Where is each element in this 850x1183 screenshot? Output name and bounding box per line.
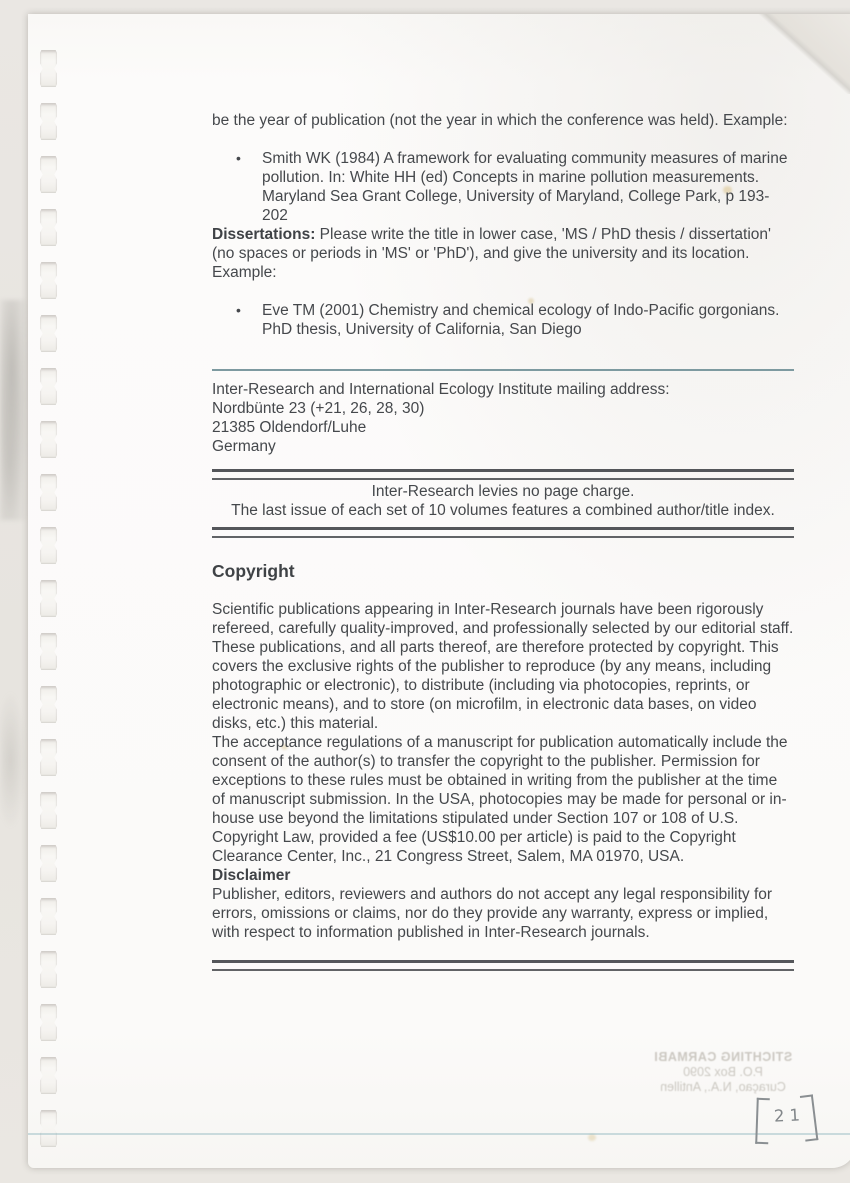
double-divider-rule [212,527,794,538]
binding-hole [40,474,57,511]
dissertation-example-item [212,301,794,339]
reference-example-text: Smith WK (1984) A framework for evaluating community measures of marine pollution. In: White HH (ed) Concepts in marine pollution measurements. Maryland Sea Grant College, University of Maryland, College Park, p 193-202 [262,150,788,224]
address-line: Inter-Research and International Ecology Institute mailing address: [212,381,670,398]
binding-hole [40,262,57,299]
copyright-paragraph-2: The acceptance regulations of a manuscript for publication automatically include the consent of the author(s) to transfer the copyright to the publisher. Permission for exceptions to these rules must be obtained in writing from the publisher at the time of manuscript submission. In the USA, photocopies may be made for personal or in-house use beyond the limitations stipulated under Section 107 or 108 of U.S. Copyright Law, provided a fee (US$10.00 per article) is paid to the Copyright Clearance Center, Inc., 21 Congress Street, Salem, MA 01970, USA. [212,734,788,865]
dissertation-example-text: Eve TM (2001) Chemistry and chemical ecology of Indo-Pacific gorgonians. PhD thesis, University of California, San Diego [262,302,780,338]
dissertations-paragraph [212,225,794,282]
binding-hole [40,527,57,564]
binding-hole [40,792,57,829]
bullet-icon: • [236,302,241,318]
copyright-heading: Copyright [212,561,295,581]
bleedthrough-text [628,1050,818,1095]
binding-hole [40,845,57,882]
double-divider-rule [212,960,794,971]
bleedthrough-line: P.O. Box 2090 [683,1065,763,1079]
corner-fold [756,14,850,94]
binding-hole [40,209,57,246]
binding-hole [40,1057,57,1094]
page-charge-notice [212,482,794,520]
double-divider-rule [212,469,794,480]
binding-hole [40,739,57,776]
intro-paragraph: be the year of publication (not the year in which the conference was held). Example: [212,112,788,129]
thin-divider-rule [212,369,794,371]
address-line: 21385 Oldendorf/Luhe [212,419,367,436]
binding-hole [40,633,57,670]
address-line: Nordbünte 23 (+21, 26, 28, 30) [212,400,425,417]
right-bracket-stroke [800,1094,819,1141]
left-bracket-stroke [755,1098,770,1144]
binding-hole [40,50,57,87]
binding-hole [40,686,57,723]
binding-hole [40,1004,57,1041]
scan-artifact-line [28,1133,850,1135]
dissertations-label: Dissertations: [212,226,316,243]
page-number-value: 21 [773,1105,806,1126]
notice-line: Inter-Research levies no page charge. [371,483,635,500]
address-line: Germany [212,438,276,455]
notice-line: The last issue of each set of 10 volumes features a combined author/title index. [231,502,775,519]
scanner-smudge [0,690,26,830]
reference-example-item [212,149,794,225]
disclaimer-paragraph: Publisher, editors, reviewers and authors do not accept any legal responsibility for errors, omissions or claims, nor do they provide any warranty, express or implied, with respect to information published in Inter-Research journals. [212,886,773,941]
mailing-address-block [212,380,794,456]
binding-hole [40,421,57,458]
disclaimer-heading: Disclaimer [212,867,291,884]
scanned-page [28,14,850,1168]
copyright-paragraph-1: Scientific publications appearing in Inter-Research journals have been rigorously refereed, carefully quality-improved, and professionally selected by our editorial staff. These publications, and all parts thereof, are therefore protected by copyright. This covers the exclusive rights of the publisher to reproduce (by any means, including photographic or electronic), to distribute (including via photocopies, reprints, or electronic means), and to store (on microfilm, in electronic data bases, on video disks, etc.) this material. [212,601,794,732]
dissertations-text: Please write the title in lower case, 'MS / PhD thesis / dissertation' (no spaces or periods in 'MS' or 'PhD'), and give the university and its location. Example: [212,226,771,281]
page-content [212,111,794,971]
bleedthrough-line: STICHTING CARMABI [653,1050,793,1064]
scanner-smudge [0,300,30,520]
bleedthrough-line: Curaçao, N.A., Antillen [660,1080,786,1094]
binding-hole [40,103,57,140]
binding-hole [40,580,57,617]
binding-hole [40,315,57,352]
handwritten-page-number [756,1096,820,1146]
paper-stain [588,1134,596,1141]
binding-hole [40,156,57,193]
bullet-icon: • [236,150,241,166]
binding-hole [40,1110,57,1147]
binding-hole [40,898,57,935]
binding-hole [40,951,57,988]
binding-hole [40,368,57,405]
